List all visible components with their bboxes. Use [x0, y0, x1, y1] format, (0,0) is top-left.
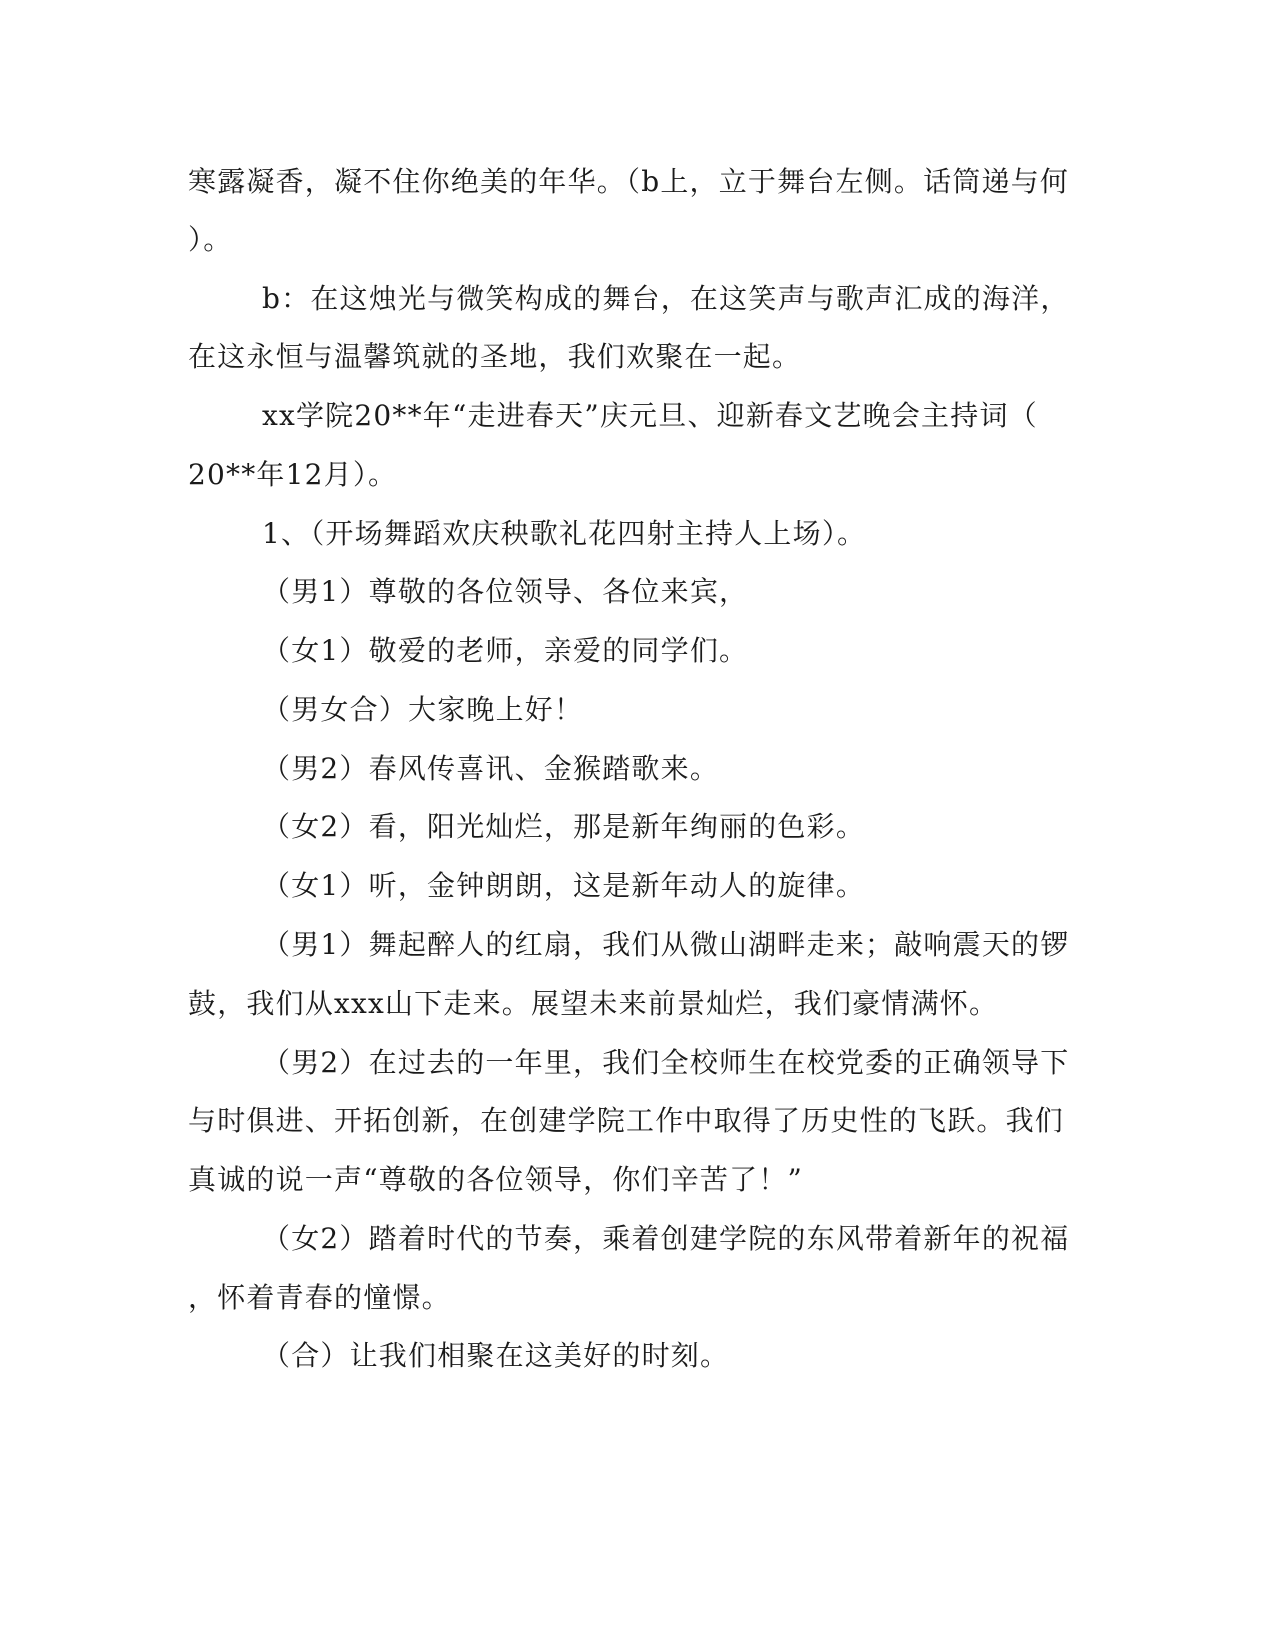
text-line: 20**年12月）。	[188, 458, 398, 491]
text-line: 与时俱进、开拓创新，在创建学院工作中取得了历史性的飞跃。我们	[188, 1104, 1065, 1137]
text-line: xx学院20**年“走进春天”庆元旦、迎新春文艺晚会主持词（	[262, 399, 1038, 432]
text-line: b：在这烛光与微笑构成的舞台，在这笑声与歌声汇成的海洋，	[262, 282, 1070, 315]
text-line: （男2）春风传喜讯、金猴踏歌来。	[262, 752, 720, 785]
text-line: 在这永恒与温馨筑就的圣地，我们欢聚在一起。	[188, 340, 802, 373]
text-line: （男女合）大家晚上好！	[262, 693, 584, 726]
text-line: 真诚的说一声“尊敬的各位领导，你们辛苦了！”	[188, 1163, 804, 1196]
text-line: （女1）敬爱的老师，亲爱的同学们。	[262, 634, 749, 667]
text-line: （女2）看，阳光灿烂，那是新年绚丽的色彩。	[262, 810, 866, 843]
text-line: 寒露凝香，凝不住你绝美的年华。（b上，立于舞台左侧。话筒递与何	[188, 165, 1070, 198]
text-line: （女1）听，金钟朗朗，这是新年动人的旋律。	[262, 869, 866, 902]
text-line: ，怀着青春的憧憬。	[188, 1281, 451, 1314]
text-line: ）。	[188, 223, 233, 256]
text-line: （男2）在过去的一年里，我们全校师生在校党委的正确领导下	[262, 1046, 1070, 1079]
text-line: 鼓，我们从xxx山下走来。展望未来前景灿烂，我们豪情满怀。	[188, 987, 999, 1020]
text-line: （男1）尊敬的各位领导、各位来宾，	[262, 575, 749, 608]
text-line: （合）让我们相聚在这美好的时刻。	[262, 1339, 730, 1372]
text-line: （男1）舞起醉人的红扇，我们从微山湖畔走来；敲响震天的锣	[262, 928, 1070, 961]
text-line: （女2）踏着时代的节奏，乘着创建学院的东风带着新年的祝福	[262, 1222, 1070, 1255]
text-line: 1、（开场舞蹈欢庆秧歌礼花四射主持人上场）。	[262, 517, 867, 550]
